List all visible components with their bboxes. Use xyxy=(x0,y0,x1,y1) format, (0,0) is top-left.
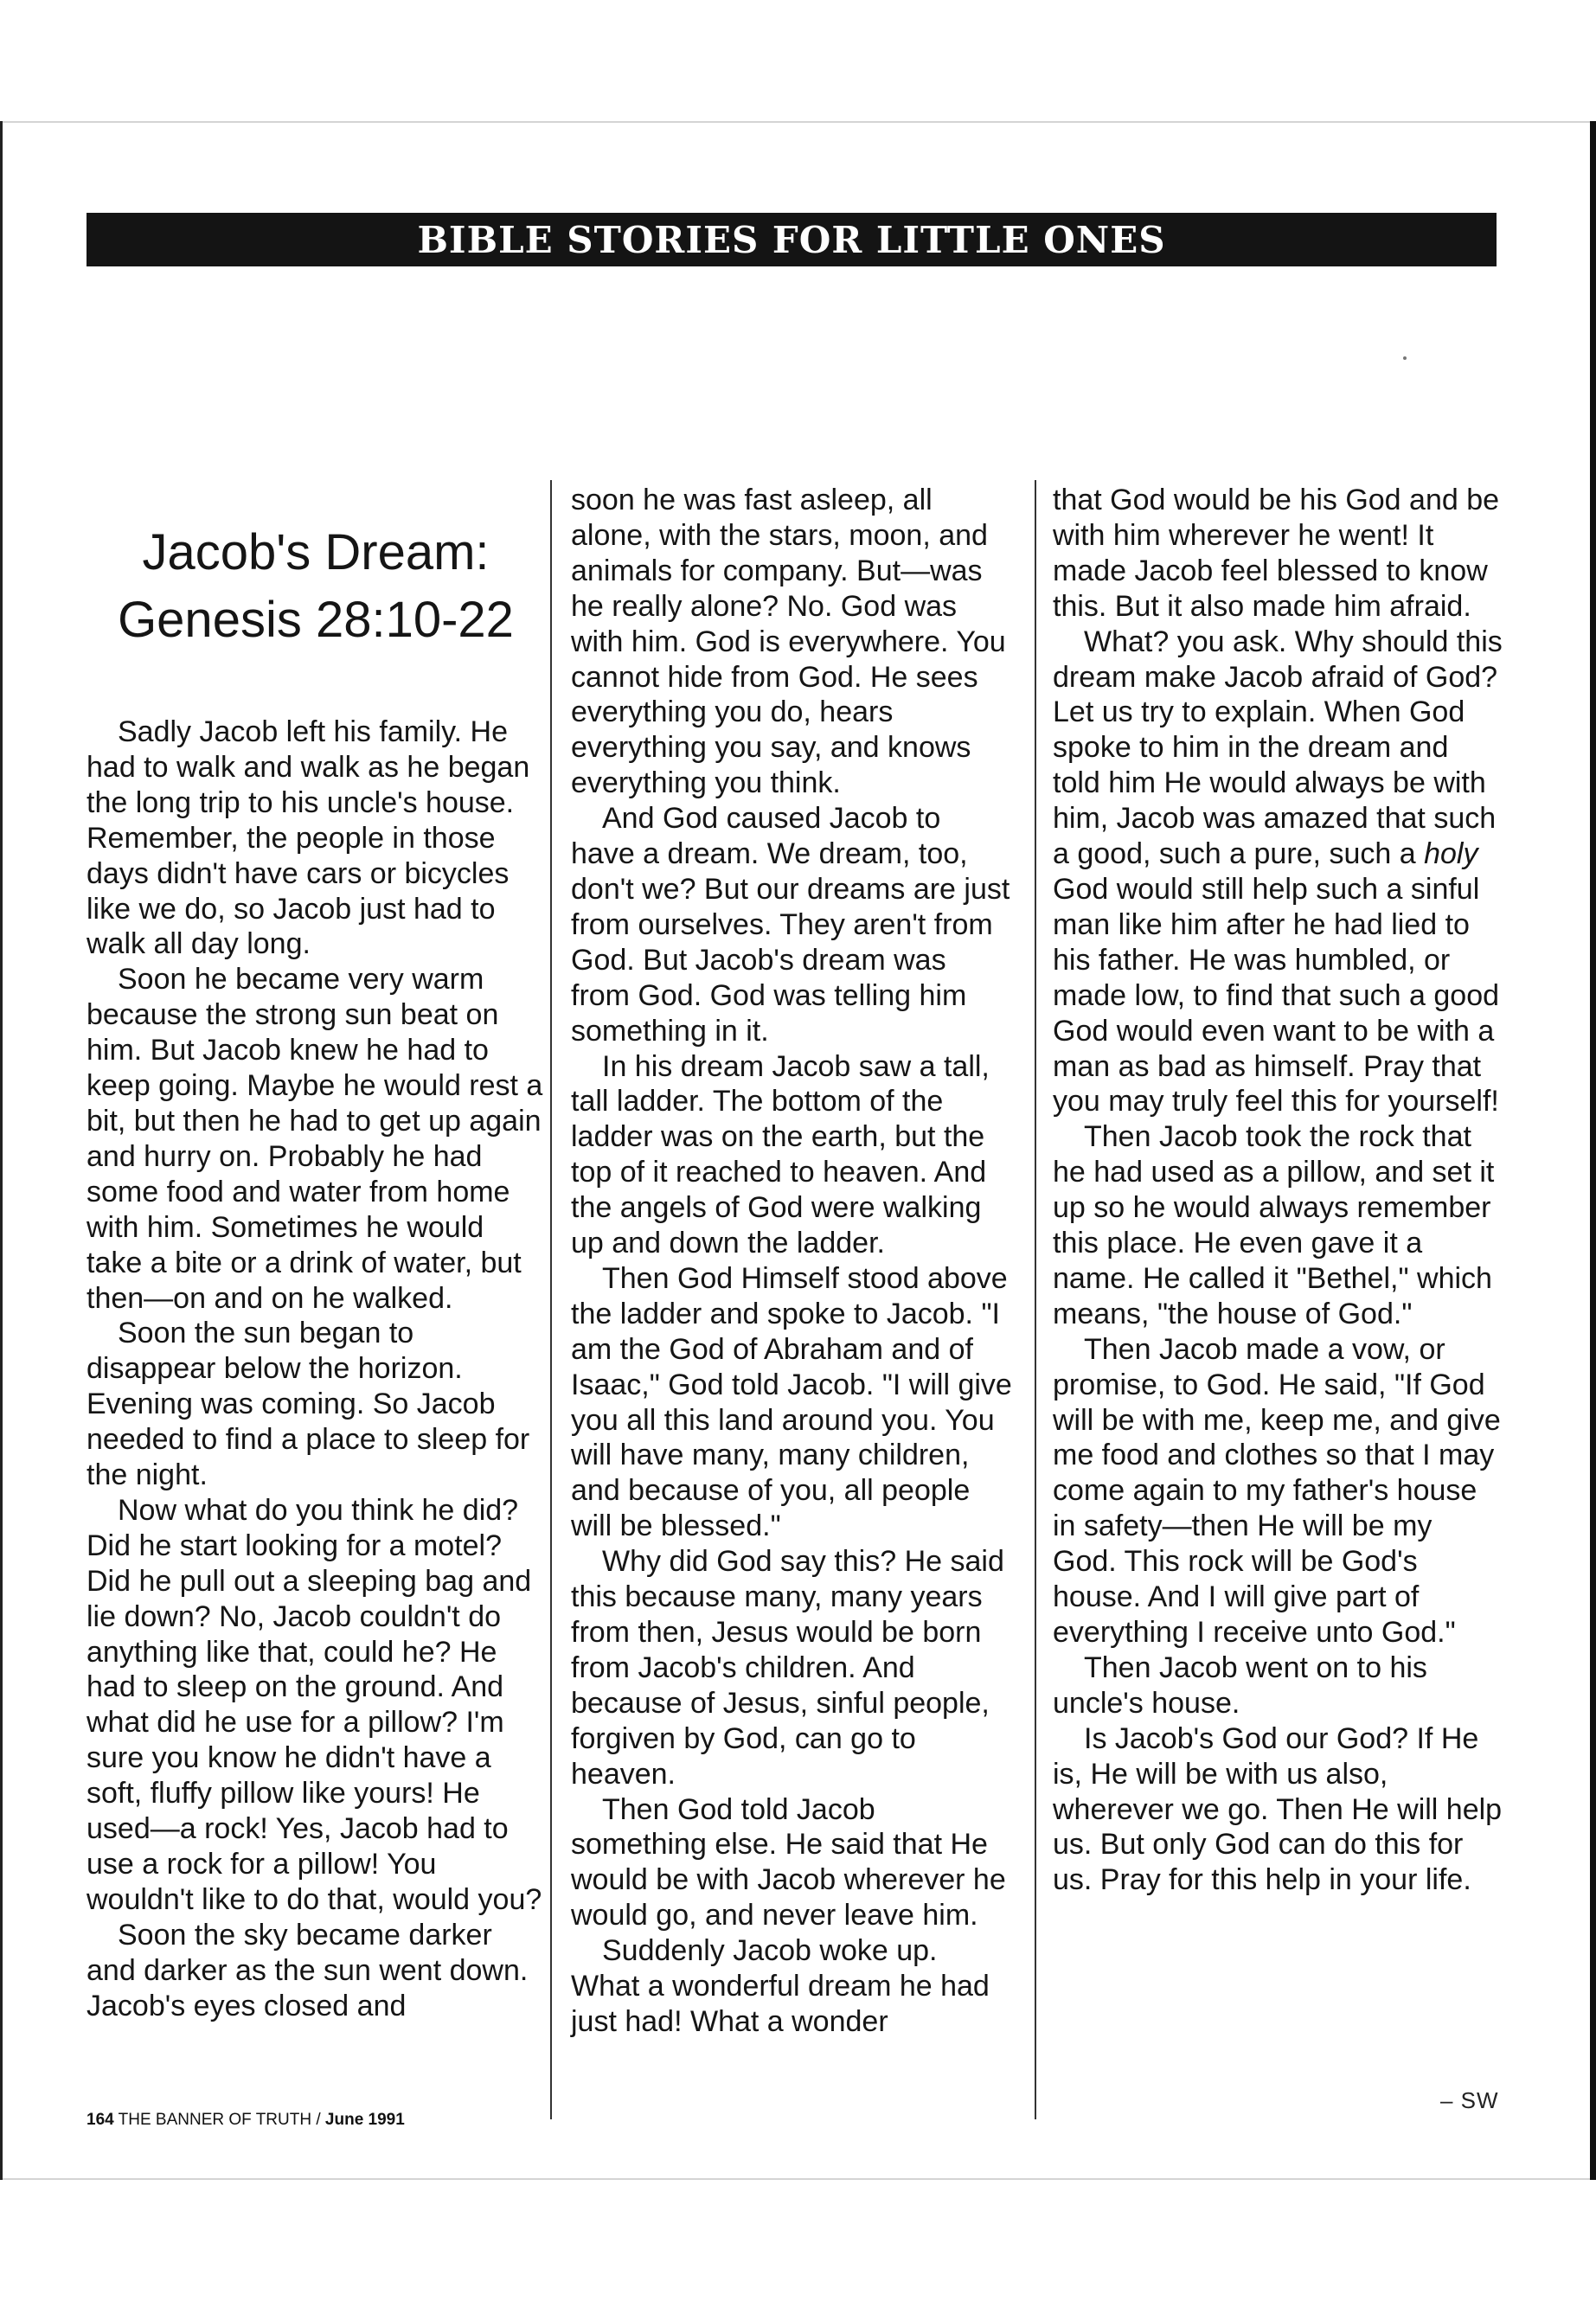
paragraph xyxy=(1053,625,1503,1120)
story-title: Jacob's Dream: xyxy=(142,524,490,580)
paragraph: that God would be his God and be with him wherever he went! It made Jacob feel blessed to know this. But it also made him afraid. xyxy=(1053,484,1500,623)
emphasis-text: holy xyxy=(1424,837,1478,871)
column-right xyxy=(1053,483,1503,1898)
story-heading xyxy=(87,519,545,654)
column-divider xyxy=(1035,480,1036,2119)
page-number: 164 xyxy=(87,2111,114,2129)
paragraph: soon he was fast asleep, all alone, with the stars, moon, and animals for company. But—was he really alone? No. God was with him. God is everywhere. You cannot hide from God. He sees everything you do, hears everything you say, and knows everything you think. xyxy=(571,484,1006,800)
publication-date: June 1991 xyxy=(324,2111,405,2129)
paragraph: And God caused Jacob to have a dream. We dream, too, don't we? But our dreams are just from ourselves. They aren't from God. But Jacob's dream was from God. God was telling him something in it. xyxy=(571,802,1010,1048)
paragraph: Then Jacob took the rock that he had used as a pillow, and set it up so he would always remember this place. He even gave it a name. He called it "Bethel," which means, "the house of God." xyxy=(1053,1120,1495,1330)
paragraph: Soon the sun began to disappear below the horizon. Evening was coming. So Jacob needed to find a place to sleep for the night. xyxy=(87,1317,530,1492)
column-left xyxy=(87,715,545,2024)
paragraph: Is Jacob's God our God? If He is, He will be with us also, wherever we go. Then He will help us. But only God can do this for us. Pray for this help in your life. xyxy=(1053,1721,1503,1897)
paragraph-text: God would still help such a sinful man like him after he had lied to his father. He was humbled, or made low, to find that such a good God would even want to be with a man as bad as himself. Pray that you may truly feel this for yourself! xyxy=(1053,872,1500,1118)
paragraph: Sadly Jacob left his family. He had to walk and walk as he began the long trip to his uncle's house. Remember, the people in those days didn't have cars or bicycles like we do, so Jacob just had to walk all day long. xyxy=(87,715,530,961)
paragraph: Now what do you think he did? Did he start looking for a motel? Did he pull out a sleeping bag and lie down? No, Jacob couldn't do anything like that, could he? He had to sleep on the ground. And what did he use for a pillow? I'm sure you know he didn't have a soft, fluffy pillow like yours! He used—a rock! Yes, Jacob had to use a rock for a pillow! You wouldn't like to do that, would you? xyxy=(87,1493,542,1916)
paragraph-text: What? you ask. Why should this dream make Jacob afraid of God? Let us try to explain. When God spoke to him in the dream and told him He would always be with him, Jacob was amazed that such a good, such a pure, such a xyxy=(1053,625,1503,871)
page-right-edge xyxy=(1590,121,1596,2180)
paragraph: Then Jacob made a vow, or promise, to God. He said, "If God will be with me, keep me, and give me food and clothes so that I may come again to my father's house in safety—then He will be my God. This rock will be God's house. And I will give part of everything I receive unto God." xyxy=(1053,1332,1501,1649)
paragraph: In his dream Jacob saw a tall, tall ladder. The bottom of the ladder was on the earth, but the top of it reached to heaven. And the angels of God were walking up and down the ladder. xyxy=(571,1049,990,1260)
story-reference: Genesis 28:10-22 xyxy=(118,592,514,648)
paragraph: Suddenly Jacob woke up. What a wonderful dream he had just had! What a wonder xyxy=(571,1934,990,2038)
column-divider xyxy=(550,480,552,2119)
paragraph: Soon he became very warm because the strong sun beat on him. But Jacob knew he had to keep going. Maybe he would rest a bit, but then he had to get up again and hurry on. Probably he had some food and water from home with him. Sometimes he would take a bite or a drink of water, but then—on and on he walked. xyxy=(87,963,543,1315)
section-banner: BIBLE STORIES FOR LITTLE ONES xyxy=(87,213,1497,266)
page-footer xyxy=(87,2111,405,2130)
paragraph: Then Jacob went on to his uncle's house. xyxy=(1053,1650,1427,1720)
publication-name: THE BANNER OF TRUTH / xyxy=(118,2111,321,2129)
author-signature: – SW xyxy=(1440,2087,1499,2113)
paragraph: Soon the sky became darker and darker as the sun went down. Jacob's eyes closed and xyxy=(87,1918,529,2022)
paragraph: Why did God say this? He said this because many, many years from then, Jesus would be born from Jacob's children. And because of Jesus, sinful people, forgiven by God, can go to heaven. xyxy=(571,1545,1004,1791)
scan-speck xyxy=(1403,356,1407,360)
paragraph: Then God told Jacob something else. He said that He would be with Jacob wherever he would go, and never leave him. xyxy=(571,1792,1006,1932)
page-left-edge xyxy=(0,121,3,2180)
paragraph: Then God Himself stood above the ladder and spoke to Jacob. "I am the God of Abraham and of Isaac," God told Jacob. "I will give you all this land around you. You will have many, many children, and because of you, all people will be blessed." xyxy=(571,1261,1012,1543)
column-middle xyxy=(571,483,1012,2040)
